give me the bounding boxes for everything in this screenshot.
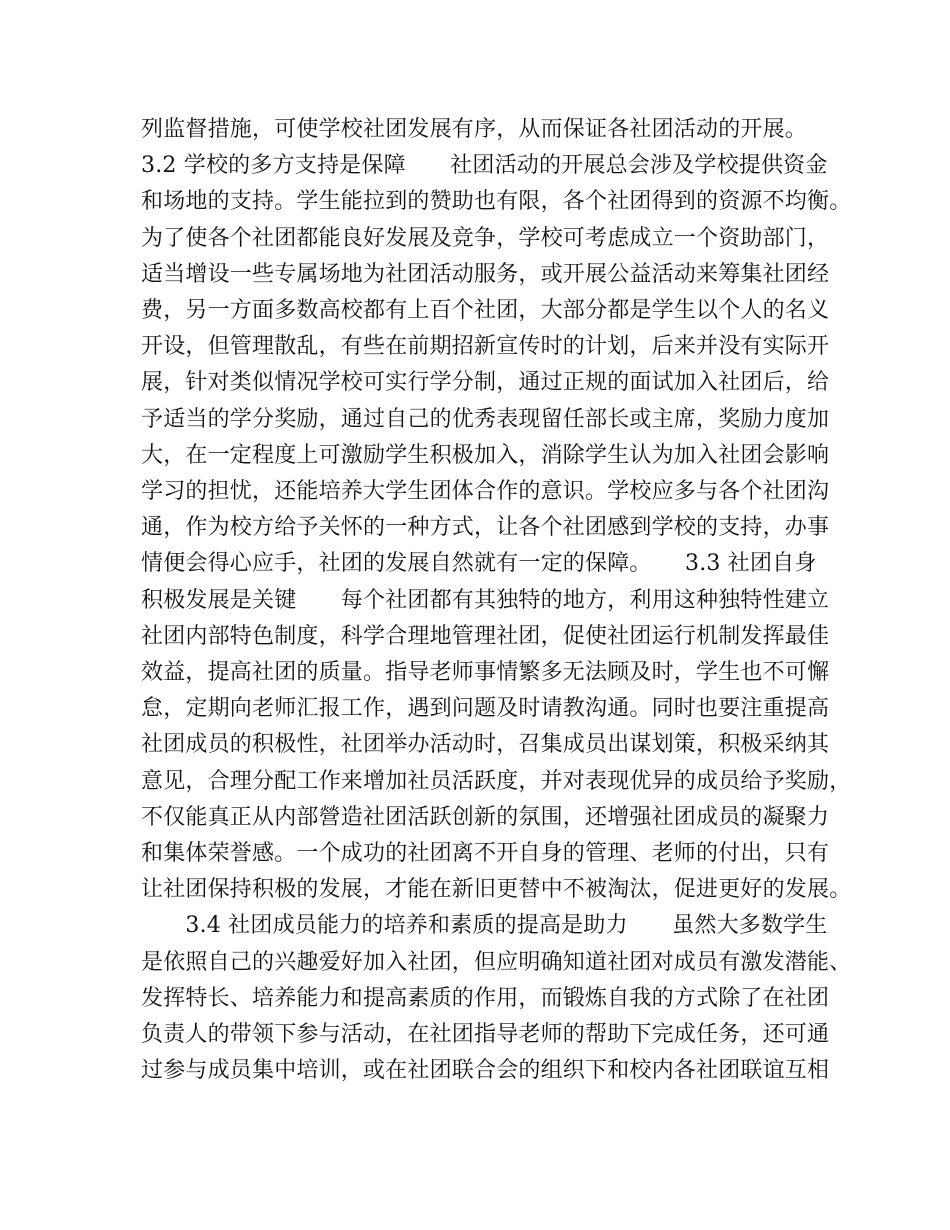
text-line: 费，另一方面多数高校都有上百个社团，大部分都是学生以个人的名义 [141,298,830,324]
text-line: 3.4 社团成员能力的培养和素质的提高是助力 虽然大多数学生 [141,913,828,939]
text-line: 大，在一定程度上可激励学生积极加入，消除学生认为加入社团会影响 [141,442,830,468]
text-line: 怠，定期向老师汇报工作，遇到问题及时请教沟通。同时也要注重提高 [141,696,830,722]
body-text [141,112,852,1089]
text-line: 意见，合理分配工作来增加社员活跃度，并对表现优异的成员给予奖励， [141,768,852,794]
text-line: 学习的担忧，还能培养大学生团体合作的意识。学校应多与各个社团沟 [141,479,830,505]
text-line: 负责人的带领下参与活动，在社团指导老师的帮助下完成任务，还可通 [141,1022,830,1048]
text-line: 和集体荣誉感。一个成功的社团离不开自身的管理、老师的付出，只有 [141,841,830,867]
text-line: 不仅能真正从内部營造社团活跃创新的氛围，还增强社团成员的凝聚力 [141,804,830,830]
text-line: 效益，提高社团的质量。指导老师事情繁多无法顾及时，学生也不可懈 [141,660,830,686]
text-line: 是依照自己的兴趣爱好加入社团，但应明确知道社团对成员有激发潜能、 [141,949,852,975]
text-line: 通，作为校方给予关怀的一种方式，让各个社团感到学校的支持，办事 [141,515,830,541]
text-line: 情便会得心应手，社团的发展自然就有一定的保障。 3.3 社团自身 [141,551,817,577]
text-line: 和场地的支持。学生能拉到的赞助也有限，各个社团得到的资源不均衡。 [141,189,852,215]
text-line: 过参与成员集中培训，或在社团联合会的组织下和校内各社团联谊互相 [141,1058,830,1084]
text-line: 社团成员的积极性，社团举办活动时，召集成员出谋划策，积极采纳其 [141,732,830,758]
text-line: 适当增设一些专属场地为社团活动服务，或开展公益活动来筹集社团经 [141,261,830,287]
text-line: 积极发展是关键 每个社团都有其独特的地方，利用这种独特性建立 [141,587,830,613]
text-line: 展，针对类似情况学校可实行学分制，通过正规的面试加入社团后，给 [141,370,830,396]
text-line: 列监督措施，可使学校社团发展有序，从而保证各社团活动的开展。 [141,117,808,142]
text-line: 让社团保持积极的发展，才能在新旧更替中不被淘汰，促进更好的发展。 [141,877,852,903]
text-line: 开设，但管理散乱，有些在前期招新宣传时的计划，后来并没有实际开 [141,334,830,360]
text-line: 发挥特长、培养能力和提高素质的作用，而锻炼自我的方式除了在社团 [141,985,830,1011]
text-line: 予适当的学分奖励，通过自己的优秀表现留任部长或主席，奖励力度加 [141,406,830,432]
text-line: 为了使各个社团都能良好发展及竞争，学校可考虑成立一个资助部门， [141,225,830,251]
text-line: 3.2 学校的多方支持是保障 社团活动的开展总会涉及学校提供资金 [141,153,828,179]
text-line: 社团内部特色制度，科学合理地管理社团，促使社团运行机制发挥最佳 [141,623,830,649]
